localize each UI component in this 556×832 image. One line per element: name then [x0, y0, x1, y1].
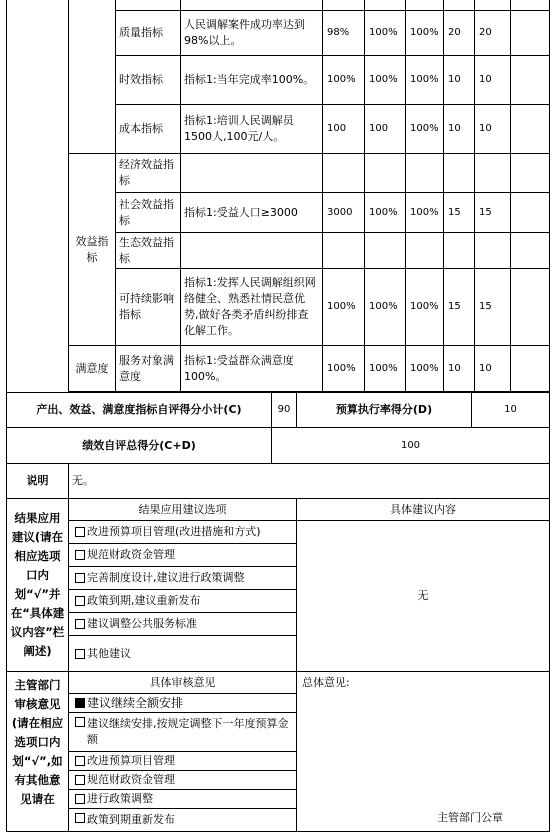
indicator-weight: 15	[443, 268, 475, 346]
indicator-sub: 生态效益指标	[115, 232, 181, 269]
result-label: 结果应用建议(请在相应选项口内划“√”并在“具体建议内容”栏阐述)	[6, 498, 69, 672]
result-option-text: 其他建议	[87, 646, 131, 660]
indicator-desc: 人民调解案件成功率达到98%以上。	[180, 10, 323, 56]
indicator-weight	[443, 153, 475, 193]
budget-score-value: 10	[471, 392, 550, 428]
indicator-annual: 100%	[322, 268, 365, 346]
indicator-weight: 10	[443, 104, 475, 154]
review-option[interactable]	[68, 808, 297, 832]
indicator-score: 10	[474, 104, 511, 154]
satisfaction-group-label: 满意度	[68, 345, 116, 392]
indicator-actual	[364, 153, 406, 193]
indicator-actual: 100%	[364, 268, 406, 346]
indicator-spare-cell	[510, 192, 550, 233]
review-seal: 主管部门公章	[437, 811, 503, 824]
indicator-annual: 3000	[322, 192, 365, 233]
result-option-text: 建议调整公共服务标准	[87, 617, 197, 630]
indicator-score	[474, 232, 511, 269]
result-option[interactable]	[68, 543, 297, 567]
note-label: 说明	[6, 463, 69, 499]
indicator-actual: 100	[364, 104, 406, 154]
indicator-rate: 100%	[405, 192, 444, 233]
indicator-annual	[322, 232, 365, 269]
result-option-text: 改进预算项目管理(改进措施和方式)	[87, 525, 261, 538]
result-option[interactable]	[68, 566, 297, 590]
indicator-spare-cell	[510, 55, 550, 105]
review-option[interactable]	[68, 751, 297, 771]
checkbox-icon[interactable]	[75, 813, 85, 823]
subtotal-value: 90	[271, 392, 297, 428]
indicator-annual: 98%	[322, 10, 365, 56]
checked-box-icon[interactable]	[75, 698, 85, 708]
indicator-desc: 指标1:受益人口≥3000	[180, 192, 323, 233]
left-blank-column	[6, 0, 69, 393]
indicator-actual: 100%	[364, 10, 406, 56]
result-option[interactable]	[68, 635, 297, 672]
result-option-text: 政策到期,建议重新发布	[87, 594, 201, 607]
indicator-score: 10	[474, 55, 511, 105]
review-option-text: 建议继续安排,按规定调整下一年度预算金额	[87, 717, 289, 746]
review-overall-label: 总体意见:	[302, 676, 350, 689]
indicator-rate: 100%	[405, 104, 444, 154]
review-overall-box	[296, 671, 550, 832]
result-option[interactable]	[68, 612, 297, 636]
indicator-weight: 15	[443, 192, 475, 233]
subtotal-label-text: 产出、效益、满意度指标自评得分小计(C)	[36, 403, 242, 416]
indicator-actual	[364, 232, 406, 269]
indicator-sub: 经济效益指标	[115, 153, 181, 193]
result-option-text: 完善制度设计,建议进行政策调整	[87, 571, 245, 584]
indicator-score: 20	[474, 10, 511, 56]
indicator-annual: 100%	[322, 55, 365, 105]
indicator-sub: 服务对象满意度	[115, 345, 181, 392]
checkbox-icon[interactable]	[75, 649, 85, 659]
review-option[interactable]	[68, 770, 297, 790]
indicator-weight: 10	[443, 345, 475, 392]
benefit-group-label: 效益指标	[68, 153, 116, 346]
review-option-text: 规范财政资金管理	[87, 773, 175, 786]
indicator-spare-cell	[510, 104, 550, 154]
indicator-desc	[180, 232, 323, 269]
indicator-actual: 100%	[364, 345, 406, 392]
result-option[interactable]	[68, 589, 297, 613]
review-option-text: 改进预算项目管理	[87, 754, 175, 767]
subtotal-label	[6, 392, 272, 428]
indicator-rate: 100%	[405, 268, 444, 346]
indicator-sub: 质量指标	[115, 10, 181, 56]
indicator-sub: 成本指标	[115, 104, 181, 154]
budget-score-label: 预算执行率得分(D)	[296, 392, 472, 428]
review-label: 主管部门审核意见(请在相应选项口内划“√”,如有其他意见请在	[6, 671, 69, 832]
indicator-rate	[405, 153, 444, 193]
indicator-annual: 100%	[322, 345, 365, 392]
indicator-score: 10	[474, 345, 511, 392]
note-value: 无。	[68, 463, 550, 499]
indicator-rate: 100%	[405, 345, 444, 392]
indicator-score: 15	[474, 268, 511, 346]
review-option[interactable]	[68, 712, 297, 752]
review-option[interactable]	[68, 789, 297, 809]
output-group-blank	[68, 0, 116, 154]
indicator-rate: 100%	[405, 55, 444, 105]
review-option-text: 建议继续全额安排	[87, 696, 184, 710]
total-score-value: 100	[271, 427, 550, 464]
indicator-rate: 100%	[405, 10, 444, 56]
review-options-header: 具体审核意见	[68, 671, 297, 694]
checkbox-icon[interactable]	[75, 550, 85, 560]
indicator-annual: 100	[322, 104, 365, 154]
checkbox-icon[interactable]	[75, 573, 85, 583]
indicator-sub: 社会效益指标	[115, 192, 181, 233]
indicator-spare-cell	[510, 268, 550, 346]
indicator-rate	[405, 232, 444, 269]
checkbox-icon[interactable]	[75, 527, 85, 537]
indicator-score: 15	[474, 192, 511, 233]
review-option-text: 进行政策调整	[87, 792, 153, 805]
indicator-desc	[180, 153, 323, 193]
checkbox-icon[interactable]	[75, 794, 85, 804]
indicator-actual: 100%	[364, 192, 406, 233]
result-option[interactable]	[68, 520, 297, 544]
checkbox-icon[interactable]	[75, 717, 85, 727]
review-option[interactable]	[68, 693, 297, 713]
total-score-label: 绩效自评总得分(C+D)	[6, 427, 272, 464]
indicator-sub: 时效指标	[115, 55, 181, 105]
indicator-desc: 指标1:培训人民调解员1500人,100元/人。	[180, 104, 323, 154]
review-option-text: 政策到期重新发布	[87, 813, 175, 826]
indicator-annual	[322, 153, 365, 193]
checkbox-icon[interactable]	[75, 775, 85, 785]
indicator-spare-cell	[510, 232, 550, 269]
indicator-spare-cell	[510, 153, 550, 193]
indicator-desc: 指标1:发挥人民调解组织网络健全、熟悉社情民意优势,做好各类矛盾纠纷排查化解工作。	[180, 268, 323, 346]
indicator-weight	[443, 232, 475, 269]
checkbox-icon[interactable]	[75, 596, 85, 606]
indicator-weight: 20	[443, 10, 475, 56]
indicator-desc: 指标1:当年完成率100%。	[180, 55, 323, 105]
indicator-actual: 100%	[364, 55, 406, 105]
indicator-weight: 10	[443, 55, 475, 105]
indicator-sub: 可持续影响指标	[115, 268, 181, 346]
checkbox-icon[interactable]	[75, 619, 85, 629]
result-options-header: 结果应用建议选项	[68, 498, 297, 521]
indicator-spare-cell	[510, 10, 550, 56]
indicator-desc: 指标1:受益群众满意度100%。	[180, 345, 323, 392]
indicator-spare-cell	[510, 345, 550, 392]
checkbox-icon[interactable]	[75, 756, 85, 766]
indicator-score	[474, 153, 511, 193]
result-option-text: 规范财政资金管理	[87, 548, 175, 561]
result-content-header: 具体建议内容	[296, 498, 550, 521]
result-content: 无	[296, 520, 550, 672]
